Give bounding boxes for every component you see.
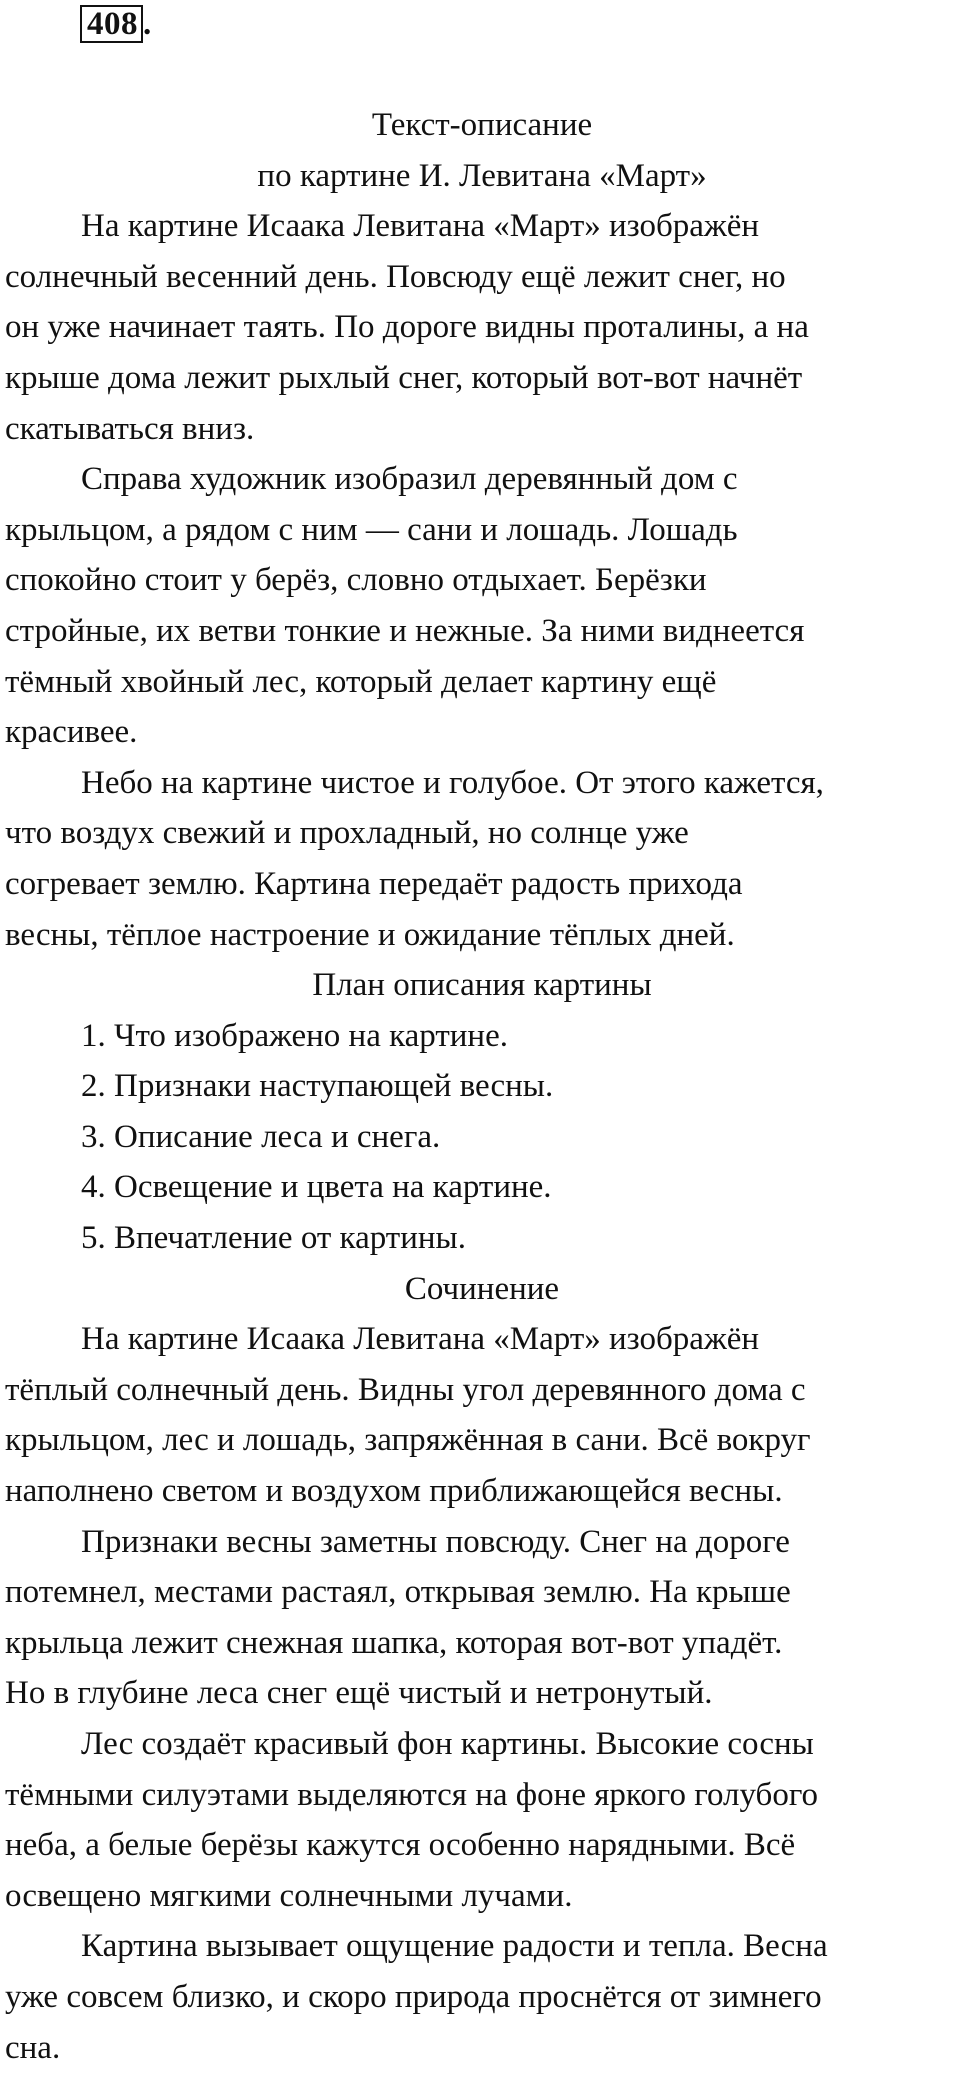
text-line: что воздух свежий и прохладный, но солнце уже <box>5 815 689 852</box>
text-line: Признаки весны заметны повсюду. Снег на дороге <box>81 1523 790 1560</box>
text-line: Картина вызывает ощущение радости и тепла. Весна <box>81 1928 828 1965</box>
essay-paragraph <box>5 1719 955 1921</box>
text-line: Но в глубине леса снег ещё чистый и нетронутый. <box>5 1675 713 1712</box>
text-line: Лес создаёт красивый фон картины. Высокие сосны <box>81 1726 814 1762</box>
plan-item: 5. Впечатление от картины. <box>81 1220 466 1257</box>
description-paragraph <box>5 454 955 758</box>
text-line: весны, тёплое настроение и ожидание тёплых дней. <box>5 916 735 953</box>
text-line: красивее. <box>5 714 138 751</box>
description-paragraph <box>5 201 955 454</box>
text-line: он уже начинает таять. По дороге видны проталины, а на <box>5 309 809 346</box>
text-line: наполнено светом и воздухом приближающейся весны. <box>5 1473 783 1510</box>
text-line: стройные, их ветви тонкие и нежные. За ними виднеется <box>5 612 805 649</box>
plan-heading: План описания картины <box>312 967 652 1004</box>
text-line: крыльцом, а рядом с ним — сани и лошадь. Лошадь <box>5 511 738 548</box>
text-line: тёмный хвойный лес, который делает картину ещё <box>5 663 717 700</box>
text-line: крыльца лежит снежная шапка, которая вот-вот упадёт. <box>5 1624 783 1661</box>
text-line: Небо на картине чистое и голубое. От этого кажется, <box>81 764 824 801</box>
text-line: На картине Исаака Левитана «Март» изображён <box>81 1321 760 1358</box>
text-line: неба, а белые берёзы кажутся особенно нарядными. Всё <box>5 1827 796 1864</box>
text-line: уже совсем близко, и скоро природа проснётся от зимнего <box>5 1978 822 2015</box>
text-line: крыльцом, лес и лошадь, запряжённая в сани. Всё вокруг <box>5 1422 811 1459</box>
document-subtitle: по картине И. Левитана «Март» <box>257 157 707 194</box>
essay-paragraph <box>5 1517 955 1719</box>
exercise-number <box>80 5 152 43</box>
text-line: скатываться вниз. <box>5 410 255 447</box>
document-body <box>5 100 955 2073</box>
document-title: Текст-описание <box>371 107 593 143</box>
text-line: солнечный весенний день. Повсюду ещё лежит снег, но <box>5 258 786 295</box>
text-line: Справа художник изобразил деревянный дом с <box>81 461 738 498</box>
plan-list <box>5 1011 955 1264</box>
plan-item: 1. Что изображено на картине. <box>81 1017 508 1054</box>
text-line: крыше дома лежит рыхлый снег, который вот-вот начнёт <box>5 359 803 396</box>
essay-paragraph <box>5 1921 955 2073</box>
text-line: потемнел, местами растаял, открывая землю. На крыше <box>5 1574 791 1611</box>
plan-item: 4. Освещение и цвета на картине. <box>81 1169 552 1206</box>
essay-heading: Сочинение <box>404 1270 560 1307</box>
text-line: На картине Исаака Левитана «Март» изображён <box>81 208 760 245</box>
text-line: сна. <box>5 2029 61 2066</box>
exercise-number-dot: . <box>143 6 152 42</box>
text-line: тёплый солнечный день. Видны угол деревянного дома с <box>5 1371 806 1408</box>
text-line: тёмными силуэтами выделяются на фоне яркого голубого <box>5 1776 819 1813</box>
text-line: спокойно стоит у берёз, словно отдыхает. Берёзки <box>5 562 707 599</box>
text-line: согревает землю. Картина передаёт радость прихода <box>5 865 743 902</box>
essay-paragraph <box>5 1314 955 1516</box>
plan-item: 3. Описание леса и снега. <box>81 1118 441 1155</box>
description-paragraph <box>5 758 955 960</box>
text-line: освещено мягкими солнечными лучами. <box>5 1877 573 1914</box>
plan-item: 2. Признаки наступающей весны. <box>81 1068 554 1105</box>
exercise-number-box: 408 <box>80 5 143 43</box>
